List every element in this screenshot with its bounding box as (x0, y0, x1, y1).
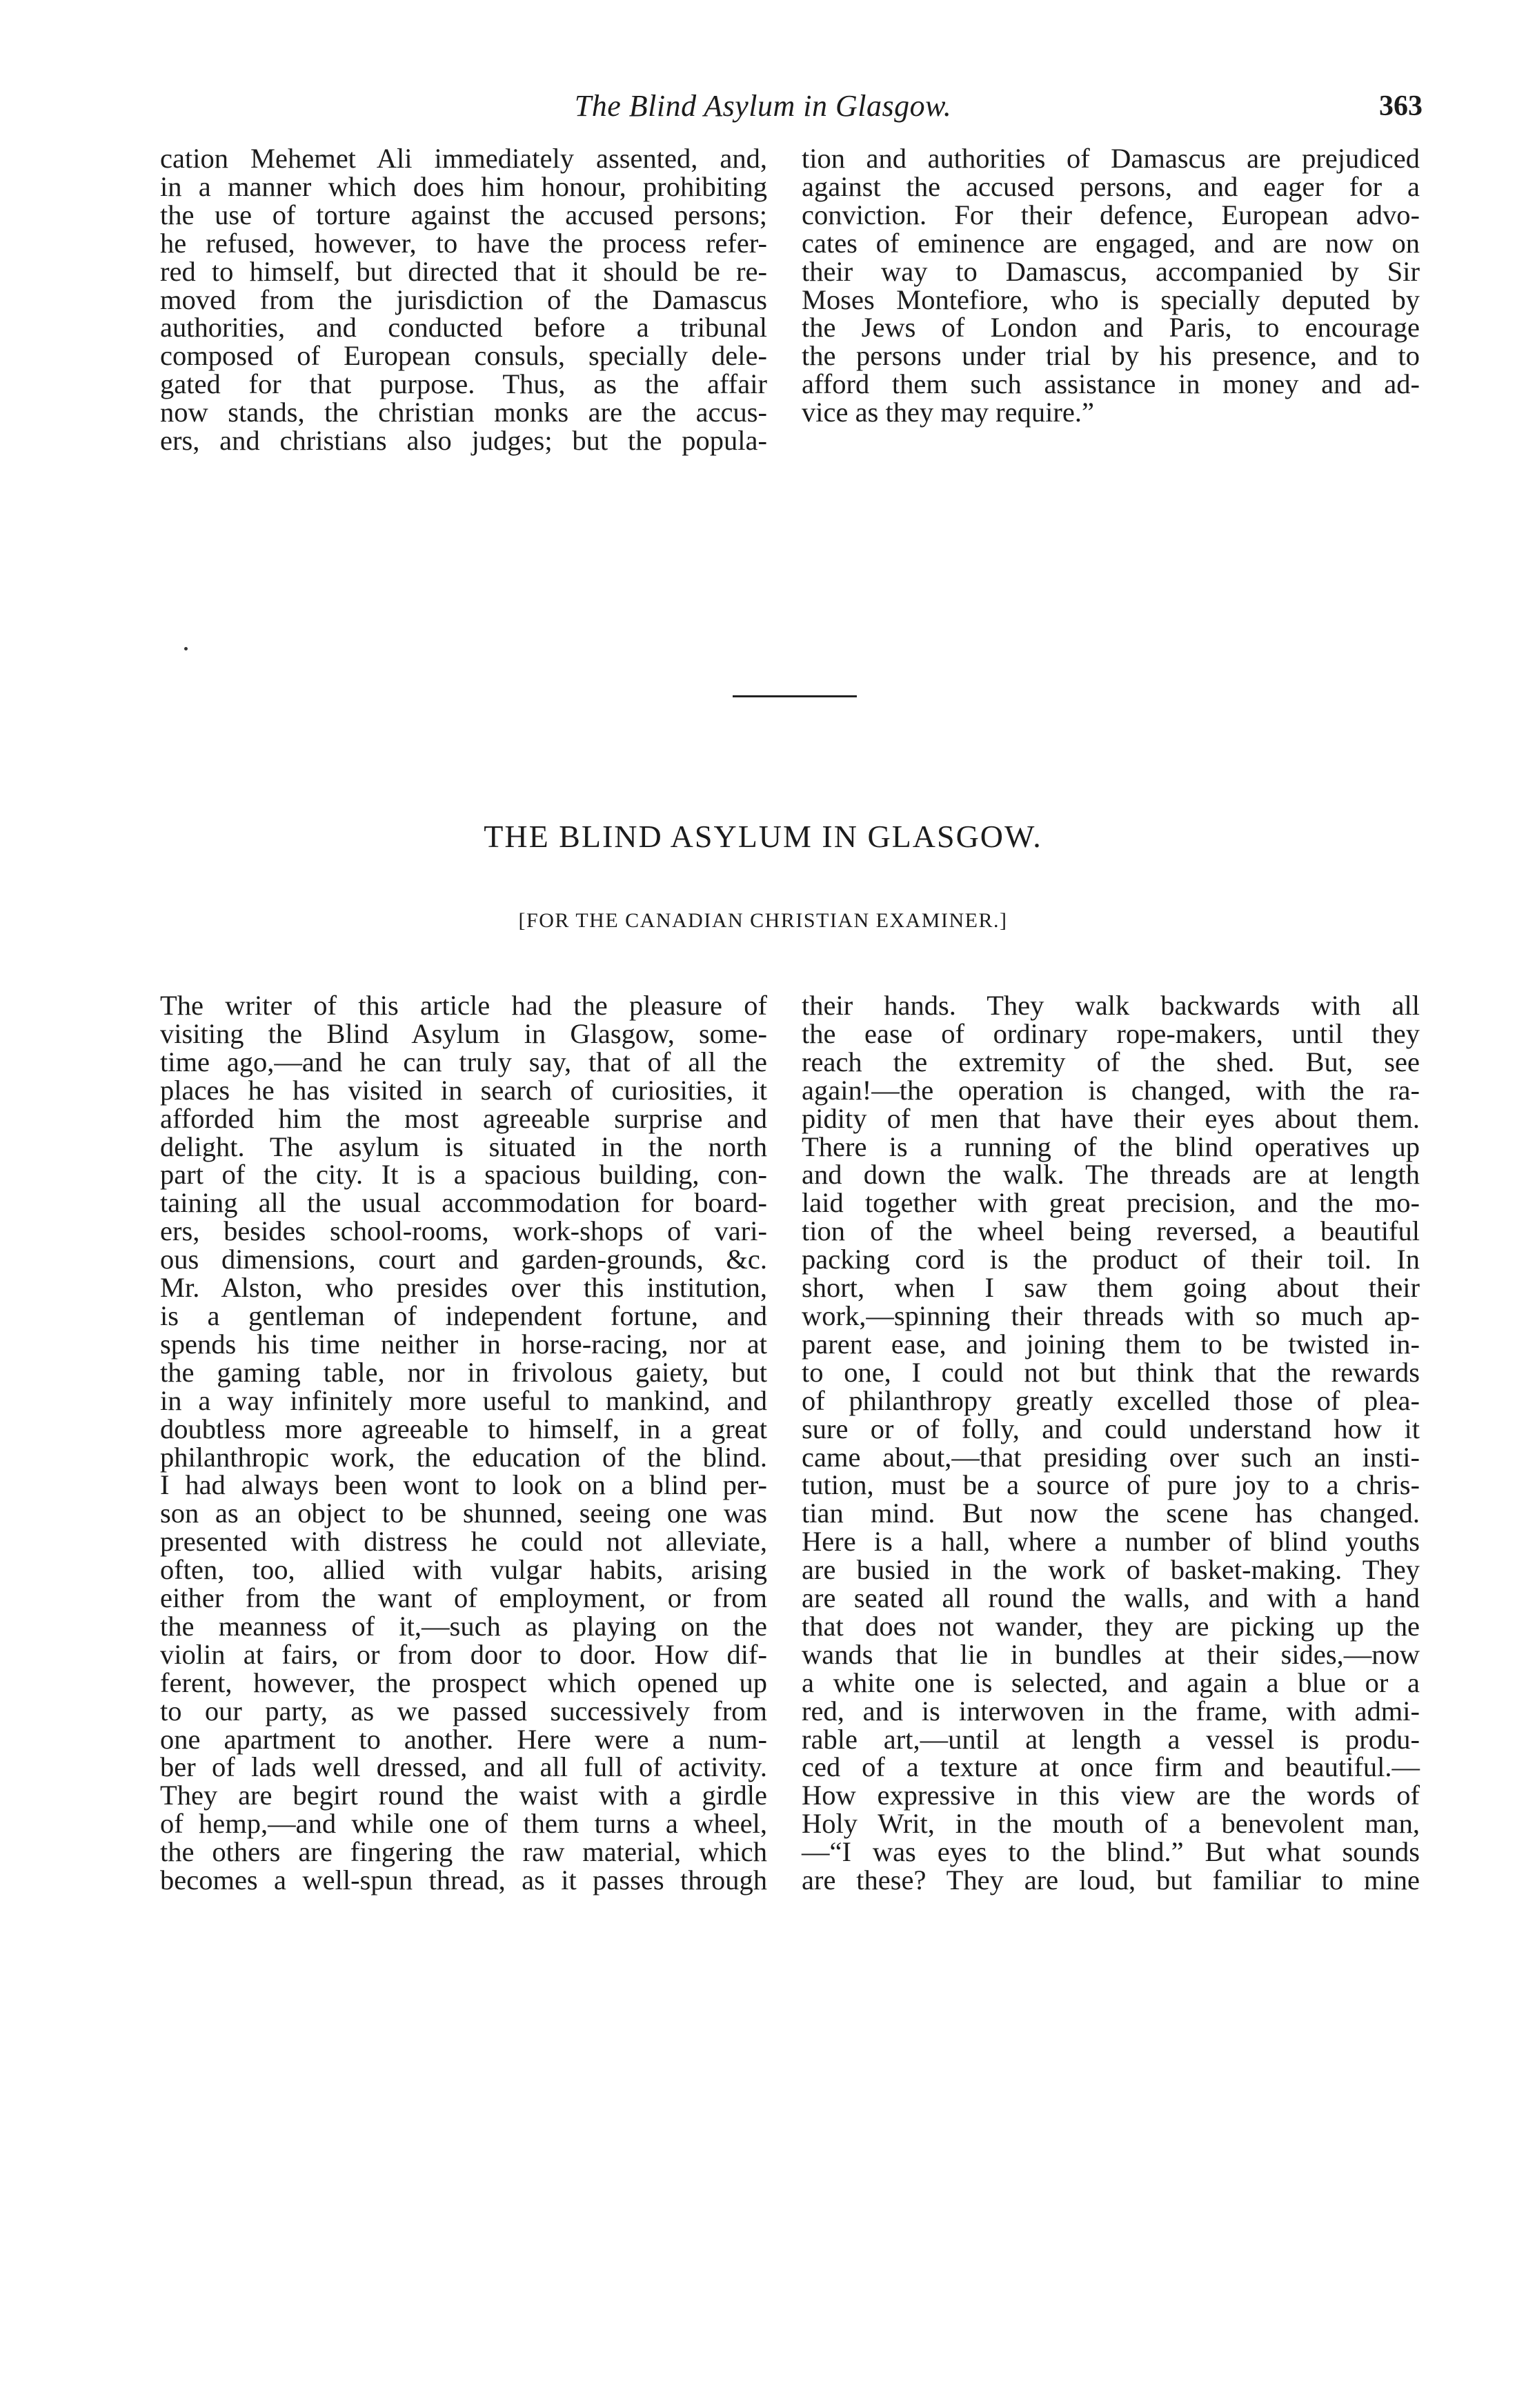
text-line: sure or of folly, and could understand how it (802, 1413, 1420, 1444)
text-line: ced of a texture at once firm and beautiful.— (802, 1751, 1420, 1783)
text-line: rable art,—until at length a vessel is produ- (802, 1723, 1420, 1755)
text-line: I had always been wont to look on a blind per- (160, 1469, 767, 1501)
text-line: of philanthropy greatly excelled those of plea- (802, 1384, 1420, 1416)
text-line: often, too, allied with vulgar habits, arising (160, 1554, 767, 1586)
text-line: that does not wander, they are picking up the (802, 1610, 1420, 1642)
text-line: ers, and christians also judges; but the popula- (160, 425, 767, 457)
previous-article-left-column (160, 145, 767, 455)
text-line: time ago,—and he can truly say, that of all the (160, 1046, 767, 1077)
text-line: short, when I saw them going about their (802, 1272, 1420, 1304)
text-line: cates of eminence are engaged, and are now on (802, 227, 1420, 259)
text-line: There is a running of the blind operatives up (802, 1131, 1420, 1162)
text-line: part of the city. It is a spacious building, con- (160, 1159, 767, 1191)
text-line: cation Mehemet Ali immediately assented, and, (160, 143, 767, 174)
text-line: either from the want of employment, or from (160, 1582, 767, 1614)
text-line: authorities, and conducted before a tribunal (160, 312, 767, 344)
text-line: violin at fairs, or from door to door. How dif- (160, 1638, 767, 1670)
text-line: are these? They are loud, but familiar to mine (802, 1864, 1420, 1896)
text-line: Mr. Alston, who presides over this institution, (160, 1272, 767, 1304)
text-line: Holy Writ, in the mouth of a benevolent man, (802, 1808, 1420, 1840)
article-left-column (160, 992, 767, 1895)
text-line: gated for that purpose. Thus, as the affair (160, 368, 767, 400)
text-line: in a way infinitely more useful to mankind, and (160, 1384, 767, 1416)
page-number: 363 (1379, 90, 1423, 122)
text-line: tian mind. But now the scene has changed. (802, 1497, 1420, 1529)
text-line: philanthropic work, the education of the blind. (160, 1441, 767, 1473)
text-line: composed of European consuls, specially dele- (160, 340, 767, 372)
text-line: red, and is interwoven in the frame, with admi- (802, 1695, 1420, 1727)
text-line: moved from the jurisdiction of the Damascus (160, 283, 767, 315)
ink-speck (184, 647, 188, 650)
section-divider (733, 695, 857, 697)
text-line: presented with distress he could not alleviate, (160, 1526, 767, 1558)
text-line: afford them such assistance in money and ad- (802, 368, 1420, 400)
text-line: visiting the Blind Asylum in Glasgow, some- (160, 1017, 767, 1049)
text-line: the Jews of London and Paris, to encourage (802, 312, 1420, 344)
text-line: the meanness of it,—such as playing on the (160, 1610, 767, 1642)
text-line: tution, must be a source of pure joy to a chris- (802, 1469, 1420, 1501)
running-title: The Blind Asylum in Glasgow. (574, 89, 952, 123)
text-line: and down the walk. The threads are at length (802, 1159, 1420, 1191)
text-line: again!—the operation is changed, with the ra- (802, 1074, 1420, 1106)
text-line: work,—spinning their threads with so much ap- (802, 1300, 1420, 1331)
text-line: wands that lie in bundles at their sides,—now (802, 1638, 1420, 1670)
text-line: their hands. They walk backwards with all (802, 990, 1420, 1021)
text-line: tion and authorities of Damascus are prejudiced (802, 143, 1420, 174)
text-line: the ease of ordinary rope-makers, until they (802, 1017, 1420, 1049)
text-line: the gaming table, nor in frivolous gaiety, but (160, 1356, 767, 1388)
text-line: are busied in the work of basket-making. They (802, 1554, 1420, 1586)
text-line: of hemp,—and while one of them turns a wheel, (160, 1808, 767, 1840)
article-right-column (802, 992, 1420, 1895)
text-line: the persons under trial by his presence, and to (802, 340, 1420, 372)
text-line: —“I was eyes to the blind.” But what sounds (802, 1836, 1420, 1868)
text-line: the use of torture against the accused persons; (160, 199, 767, 230)
text-line: son as an object to be shunned, seeing one was (160, 1497, 767, 1529)
text-line: vice as they may require.” (802, 397, 1094, 428)
text-line: spends his time neither in horse-racing, nor at (160, 1328, 767, 1360)
text-line: now stands, the christian monks are the accus- (160, 397, 767, 428)
text-line: in a manner which does him honour, prohibiting (160, 170, 767, 202)
article-source: [FOR THE CANADIAN CHRISTIAN EXAMINER.] (518, 909, 1008, 932)
text-line: ferent, however, the prospect which opened up (160, 1666, 767, 1698)
text-line: tion of the wheel being reversed, a beautiful (802, 1215, 1420, 1247)
text-line: one apartment to another. Here were a num- (160, 1723, 767, 1755)
text-line: delight. The asylum is situated in the north (160, 1131, 767, 1162)
running-header (0, 88, 1526, 130)
text-line: are seated all round the walls, and with a hand (802, 1582, 1420, 1614)
text-line: their way to Damascus, accompanied by Sir (802, 255, 1420, 287)
text-line: ous dimensions, court and garden-grounds, &c. (160, 1244, 767, 1275)
text-line: taining all the usual accommodation for board- (160, 1187, 767, 1219)
text-line: places he has visited in search of curiosities, it (160, 1074, 767, 1106)
text-line: is a gentleman of independent fortune, and (160, 1300, 767, 1331)
text-line: to one, I could not but think that the rewards (802, 1356, 1420, 1388)
text-line: the others are fingering the raw material, which (160, 1836, 767, 1868)
text-line: to our party, as we passed successively from (160, 1695, 767, 1727)
previous-article-right-column (802, 145, 1420, 427)
text-line: Here is a hall, where a number of blind youths (802, 1526, 1420, 1558)
text-line: against the accused persons, and eager for a (802, 170, 1420, 202)
text-line: doubtless more agreeable to himself, in a great (160, 1413, 767, 1444)
text-line: packing cord is the product of their toil. In (802, 1244, 1420, 1275)
text-line: conviction. For their defence, European advo- (802, 199, 1420, 230)
text-line: came about,—that presiding over such an insti- (802, 1441, 1420, 1473)
text-line: reach the extremity of the shed. But, see (802, 1046, 1420, 1077)
text-line: laid together with great precision, and the mo- (802, 1187, 1420, 1219)
text-line: How expressive in this view are the words of (802, 1780, 1420, 1811)
text-line: he refused, however, to have the process refer- (160, 227, 767, 259)
text-line: Moses Montefiore, who is specially deputed by (802, 283, 1420, 315)
text-line: a white one is selected, and again a blue or a (802, 1666, 1420, 1698)
text-line: parent ease, and joining them to be twisted in- (802, 1328, 1420, 1360)
text-line: afforded him the most agreeable surprise and (160, 1102, 767, 1134)
text-line: pidity of men that have their eyes about them. (802, 1102, 1420, 1134)
text-line: They are begirt round the waist with a girdle (160, 1780, 767, 1811)
text-line: The writer of this article had the pleasure of (160, 990, 767, 1021)
text-line: ers, besides school-rooms, work-shops of vari- (160, 1215, 767, 1247)
text-line: becomes a well-spun thread, as it passes through (160, 1864, 767, 1896)
text-line: ber of lads well dressed, and all full of activity. (160, 1751, 767, 1783)
text-line: red to himself, but directed that it should be re- (160, 255, 767, 287)
article-title: THE BLIND ASYLUM IN GLASGOW. (484, 819, 1042, 854)
